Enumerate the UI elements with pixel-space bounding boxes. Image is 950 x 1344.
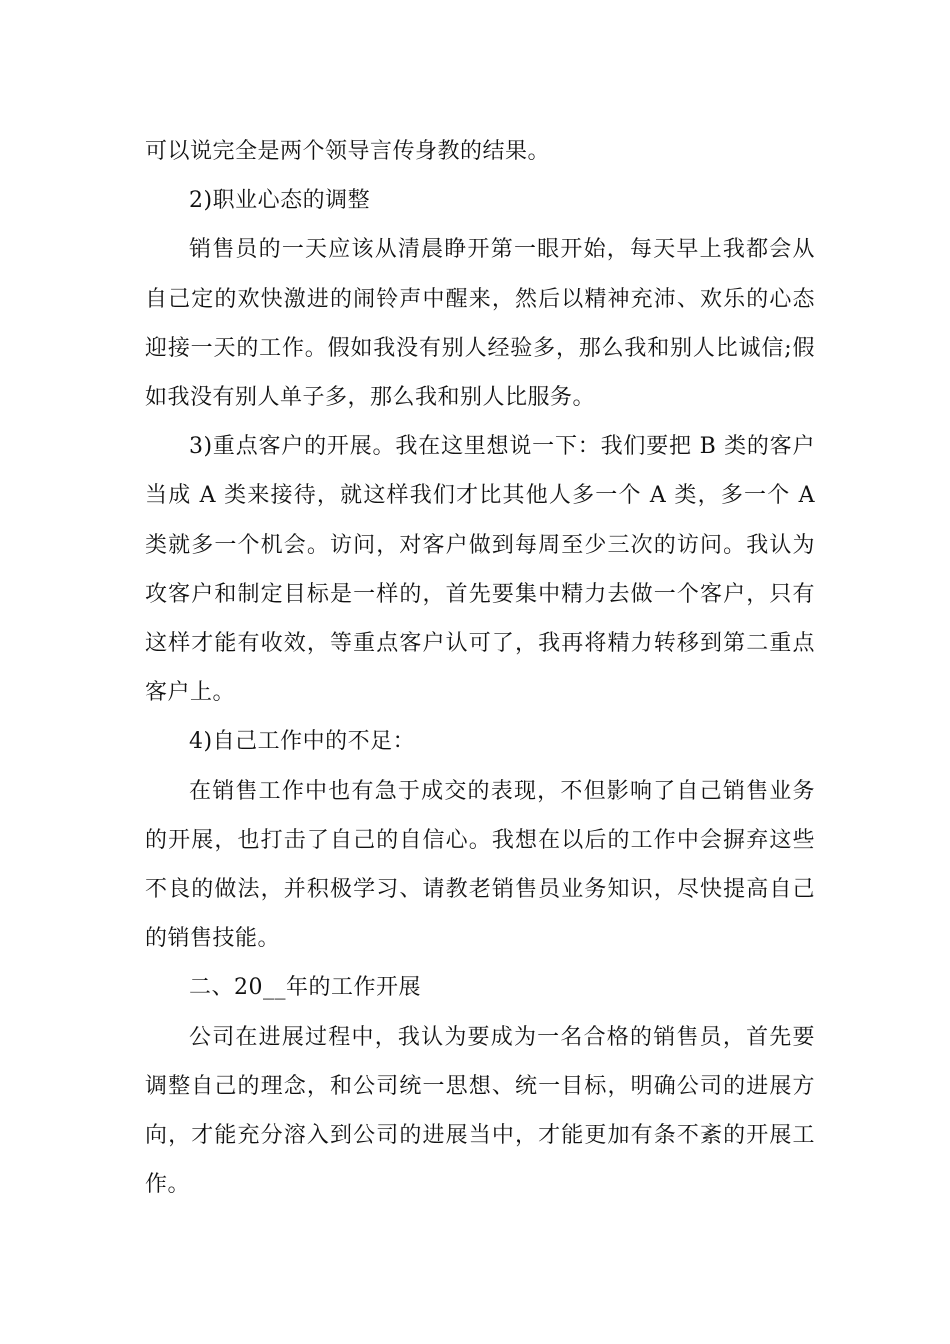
document-body xyxy=(145,127,815,1209)
paragraph-shortcomings: 在销售工作中也有急于成交的表现，不但影响了自己销售业务的开展，也打击了自己的自信心。我想在以后的工作中会摒弃这些不良的做法，并积极学习、请教老销售员业务知识，尽快提高自己的销售技能。 xyxy=(145,778,815,952)
heading-career-mindset: 2)职业心态的调整 xyxy=(189,188,371,214)
heading-work-plan: 二、20__年的工作开展 xyxy=(189,975,421,1001)
paragraph-key-customers: 3)重点客户的开展。我在这里想说一下：我们要把 B 类的客户当成 A 类来接待，就这样我们才比其他人多一个 A 类，多一个 A 类就多一个机会。访问，对客户做到每周至少三次的访问。我认为攻客户和制定目标是一样的，首先要集中精力去做一个客户，只有这样才能有收效，等重点客户认可了，我再将精力转移到第二重点客户上。 xyxy=(145,434,815,706)
paragraph-continuation: 可以说完全是两个领导言传身教的结果。 xyxy=(145,139,551,164)
heading-shortcomings: 4)自己工作中的不足： xyxy=(189,729,416,755)
paragraph-work-plan: 公司在进展过程中，我认为要成为一名合格的销售员，首先要调整自己的理念，和公司统一思想、统一目标，明确公司的进展方向，才能充分溶入到公司的进展当中，才能更加有条不紊的开展工作。 xyxy=(145,1024,815,1198)
paragraph-daily-mindset: 销售员的一天应该从清晨睁开第一眼开始，每天早上我都会从自己定的欢快激进的闹铃声中醒来，然后以精神充沛、欢乐的心态迎接一天的工作。假如我没有别人经验多，那么我和别人比诚信;假如我没有别人单子多，那么我和别人比服务。 xyxy=(145,237,815,411)
